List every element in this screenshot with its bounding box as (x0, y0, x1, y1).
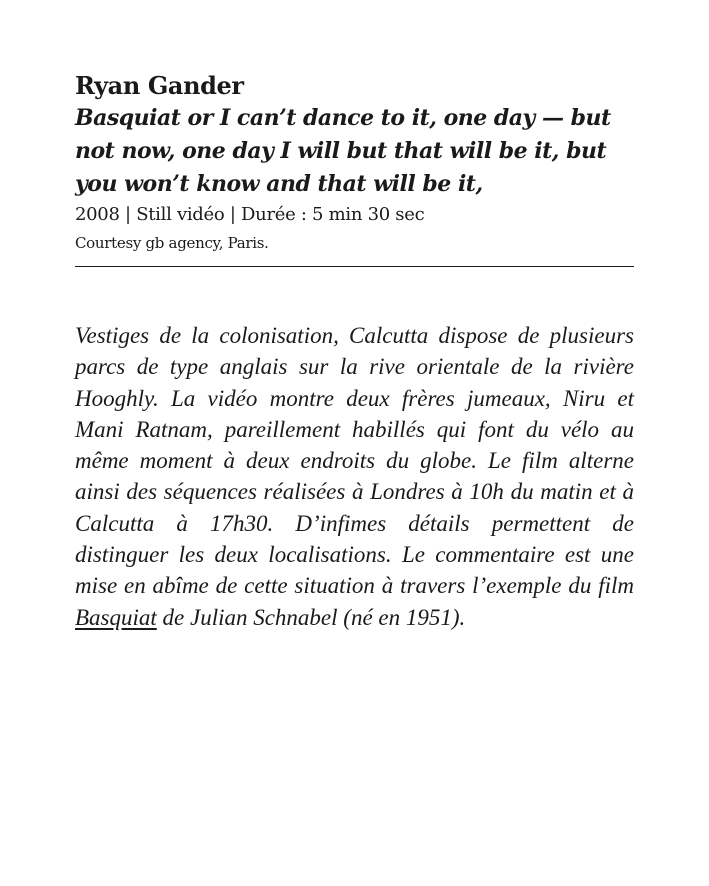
divider (75, 266, 634, 267)
artwork-title: Basquiat or I can’t dance to it, one day — but not now, one day I will but that will be it, but you won’t know and that will be it, (75, 105, 611, 197)
artwork-details: 2008 | Still vidéo | Durée : 5 min 30 sec (75, 204, 425, 225)
artwork-label (75, 70, 634, 633)
description-text-start: Vestiges de la colonisation, Calcutta dispose de plusieurs parcs de type anglais sur la rive orientale de la rivière Hooghly. La vidéo montre deux frères jumeaux, Niru et Mani Ratnam, pareillement habillés qui font du vélo au même moment à deux endroits du globe. Le film alterne ainsi des séquences réalisées à Londres à 10h du matin et à Calcutta à 17h30. D’infimes détails permettent de distinguer les deux localisations. Le commentaire est une mise en abîme de cette situation à travers l’exemple du film (75, 323, 634, 599)
description-text-end: de Julian Schnabel (né en 1951). (156, 604, 466, 630)
courtesy-credit: Courtesy gb agency, Paris. (75, 234, 269, 252)
film-reference: Basquiat (75, 604, 157, 630)
caption-block (75, 70, 634, 255)
artist-name: Ryan Gander (75, 71, 244, 100)
artwork-description (75, 320, 634, 633)
